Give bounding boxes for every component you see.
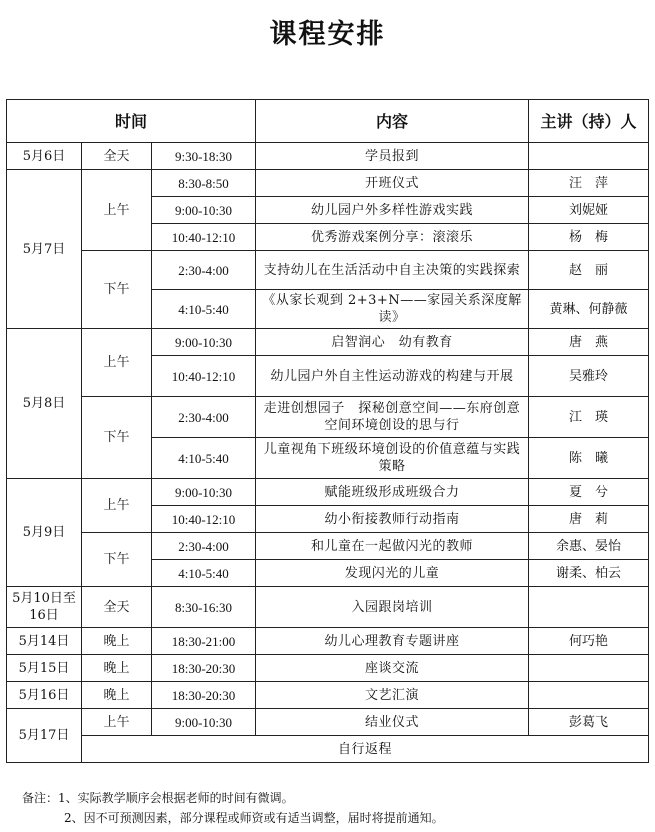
content-cell: 座谈交流 [256,655,529,682]
time-cell: 9:00-10:30 [152,197,256,224]
speaker-cell [529,682,649,709]
date-cell: 5月9日 [7,479,82,587]
header-row [7,100,649,143]
content-cell: 幼小衔接教师行动指南 [256,506,529,533]
header-content: 内容 [256,100,529,143]
time-cell: 10:40-12:10 [152,224,256,251]
content-cell: 开班仪式 [256,170,529,197]
table-row [7,251,649,290]
time-cell: 10:40-12:10 [152,356,256,397]
content-cell: 和儿童在一起做闪光的教师 [256,533,529,560]
content-cell: 走进创想园子 探秘创意空间——东府创意空间环境创设的思与行 [256,397,529,438]
table-row [7,587,649,628]
table-row [7,170,649,197]
date-cell: 5月16日 [7,682,82,709]
schedule-table [6,99,649,763]
time-cell: 9:00-10:30 [152,479,256,506]
time-cell: 2:30-4:00 [152,251,256,290]
speaker-cell: 黄琳、何静薇 [529,290,649,329]
date-cell: 5月15日 [7,655,82,682]
speaker-cell: 何巧艳 [529,628,649,655]
table-row [7,709,649,736]
table-row [7,329,649,356]
content-cell: 启智润心 幼有教育 [256,329,529,356]
period-cell: 晚上 [82,655,152,682]
time-cell: 9:00-10:30 [152,329,256,356]
content-cell: 学员报到 [256,143,529,170]
date-cell: 5月8日 [7,329,82,479]
table-row [7,736,649,763]
time-cell: 2:30-4:00 [152,397,256,438]
page-title: 课程安排 [269,19,386,50]
time-cell: 18:30-20:30 [152,655,256,682]
time-cell: 2:30-4:00 [152,533,256,560]
period-cell: 全天 [82,587,152,628]
date-cell: 5月6日 [7,143,82,170]
table-row [7,143,649,170]
note-2: 2、因不可预测因素，部分课程或师资或有适当调整，届时将提前通知。 [64,811,444,825]
time-cell: 8:30-8:50 [152,170,256,197]
speaker-cell: 唐 燕 [529,329,649,356]
time-cell: 9:00-10:30 [152,709,256,736]
content-cell: 自行返程 [82,736,649,763]
period-cell: 下午 [82,251,152,329]
speaker-cell [529,655,649,682]
header-time: 时间 [7,100,256,143]
speaker-cell: 夏 兮 [529,479,649,506]
time-cell: 4:10-5:40 [152,290,256,329]
speaker-cell: 陈 曦 [529,438,649,479]
time-cell: 18:30-20:30 [152,682,256,709]
table-row [7,682,649,709]
date-cell: 5月17日 [7,709,82,763]
content-cell: 《从家长观到 2+3+N——家园关系深度解读》 [256,290,529,329]
speaker-cell: 赵 丽 [529,251,649,290]
speaker-cell: 刘妮娅 [529,197,649,224]
content-cell: 赋能班级形成班级合力 [256,479,529,506]
date-cell: 5月10日至16日 [7,587,82,628]
table-row [7,397,649,438]
content-cell: 结业仪式 [256,709,529,736]
content-cell: 儿童视角下班级环境创设的价值意蕴与实践策略 [256,438,529,479]
speaker-cell: 彭葛飞 [529,709,649,736]
notes [22,788,642,828]
speaker-cell: 汪 萍 [529,170,649,197]
content-cell: 幼儿园户外多样性游戏实践 [256,197,529,224]
table-row [7,655,649,682]
period-cell: 下午 [82,397,152,479]
period-cell: 全天 [82,143,152,170]
period-cell: 晚上 [82,628,152,655]
date-cell: 5月14日 [7,628,82,655]
time-cell: 18:30-21:00 [152,628,256,655]
speaker-cell: 唐 莉 [529,506,649,533]
period-cell: 晚上 [82,682,152,709]
time-cell: 10:40-12:10 [152,506,256,533]
speaker-cell: 江 瑛 [529,397,649,438]
period-cell: 上午 [82,709,152,736]
time-cell: 9:30-18:30 [152,143,256,170]
table-row [7,628,649,655]
speaker-cell [529,143,649,170]
content-cell: 入园跟岗培训 [256,587,529,628]
speaker-cell: 杨 梅 [529,224,649,251]
table-row [7,479,649,506]
date-cell: 5月7日 [7,170,82,329]
content-cell: 幼儿心理教育专题讲座 [256,628,529,655]
period-cell: 下午 [82,533,152,587]
content-cell: 支持幼儿在生活活动中自主决策的实践探索 [256,251,529,290]
content-cell: 优秀游戏案例分享：滚滚乐 [256,224,529,251]
content-cell: 文艺汇演 [256,682,529,709]
time-cell: 8:30-16:30 [152,587,256,628]
speaker-cell: 谢柔、柏云 [529,560,649,587]
speaker-cell: 余惠、晏怡 [529,533,649,560]
time-cell: 4:10-5:40 [152,438,256,479]
period-cell: 上午 [82,170,152,251]
table-row [7,533,649,560]
period-cell: 上午 [82,479,152,533]
time-cell: 4:10-5:40 [152,560,256,587]
speaker-cell: 吴雅玲 [529,356,649,397]
content-cell: 幼儿园户外自主性运动游戏的构建与开展 [256,356,529,397]
content-cell: 发现闪光的儿童 [256,560,529,587]
period-cell: 上午 [82,329,152,397]
note-1: 备注：1、实际教学顺序会根据老师的时间有微调。 [22,791,294,805]
header-speaker: 主讲（持）人 [529,100,649,143]
speaker-cell [529,587,649,628]
